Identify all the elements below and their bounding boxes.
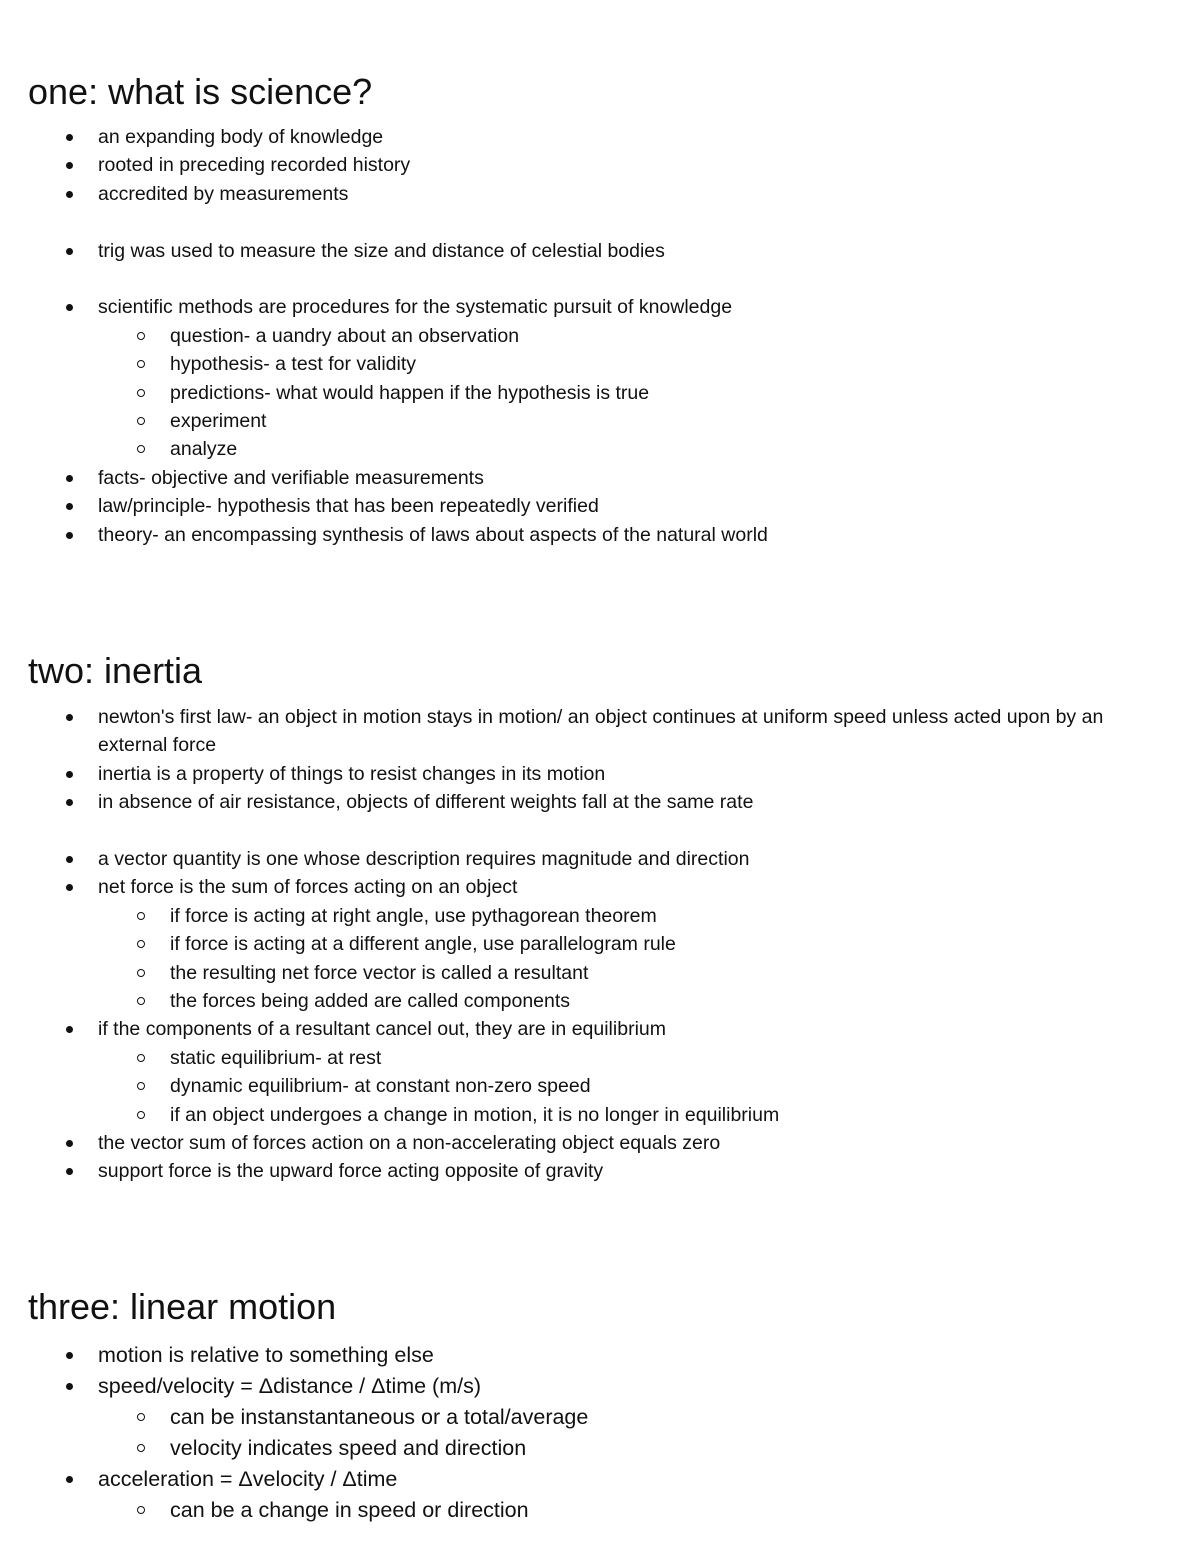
sub-list-item: hypothesis- a test for validity	[0, 350, 1200, 378]
section-heading: one: what is science?	[28, 71, 373, 112]
sub-list-item: if force is acting at a different angle, use parallelogram rule	[0, 930, 1200, 958]
sub-list-item: can be a change in speed or direction	[0, 1495, 1200, 1526]
sub-list-item: analyze	[0, 435, 1200, 463]
list-item: facts- objective and verifiable measurements	[0, 464, 1200, 492]
list-item: an expanding body of knowledge	[0, 123, 1200, 151]
section-heading: two: inertia	[28, 650, 203, 691]
list-item: speed/velocity = Δdistance / Δtime (m/s)	[0, 1371, 1200, 1402]
sub-list-item: predictions- what would happen if the hypothesis is true	[0, 379, 1200, 407]
list-item: accredited by measurements	[0, 180, 1200, 208]
list-item: trig was used to measure the size and distance of celestial bodies	[0, 237, 1200, 265]
section-heading: three: linear motion	[28, 1286, 337, 1327]
sub-list-item: velocity indicates speed and direction	[0, 1433, 1200, 1464]
sub-list-item: dynamic equilibrium- at constant non-zero speed	[0, 1072, 1200, 1100]
list-item: if the components of a resultant cancel out, they are in equilibrium	[0, 1015, 1200, 1043]
list-item: inertia is a property of things to resist changes in its motion	[0, 760, 1200, 788]
sub-list-item: the resulting net force vector is called a resultant	[0, 959, 1200, 987]
sub-list-item: if an object undergoes a change in motion, it is no longer in equilibrium	[0, 1101, 1200, 1129]
list-item: rooted in preceding recorded history	[0, 151, 1200, 179]
sub-list-item: question- a uandry about an observation	[0, 322, 1200, 350]
sub-list-item: experiment	[0, 407, 1200, 435]
list-item: newton's first law- an object in motion stays in motion/ an object continues at uniform speed unless acted upon by an external force	[0, 703, 1200, 760]
sub-list-item: the forces being added are called components	[0, 987, 1200, 1015]
list-item: a vector quantity is one whose description requires magnitude and direction	[0, 845, 1200, 873]
list-item: the vector sum of forces action on a non-accelerating object equals zero	[0, 1129, 1200, 1157]
list-item: law/principle- hypothesis that has been repeatedly verified	[0, 492, 1200, 520]
list-item: acceleration = Δvelocity / Δtime	[0, 1464, 1200, 1495]
sub-list-item: if force is acting at right angle, use pythagorean theorem	[0, 902, 1200, 930]
sub-list-item: static equilibrium- at rest	[0, 1044, 1200, 1072]
bullet-list	[0, 1340, 1200, 1526]
list-item: in absence of air resistance, objects of different weights fall at the same rate	[0, 788, 1200, 816]
list-item: scientific methods are procedures for the systematic pursuit of knowledge	[0, 293, 1200, 321]
bullet-list	[0, 703, 1200, 1186]
bullet-list	[0, 123, 1200, 549]
sub-list-item: can be instanstantaneous or a total/average	[0, 1402, 1200, 1433]
list-item: net force is the sum of forces acting on an object	[0, 873, 1200, 901]
list-item: theory- an encompassing synthesis of laws about aspects of the natural world	[0, 521, 1200, 549]
list-item: motion is relative to something else	[0, 1340, 1200, 1371]
list-item: support force is the upward force acting opposite of gravity	[0, 1157, 1200, 1185]
